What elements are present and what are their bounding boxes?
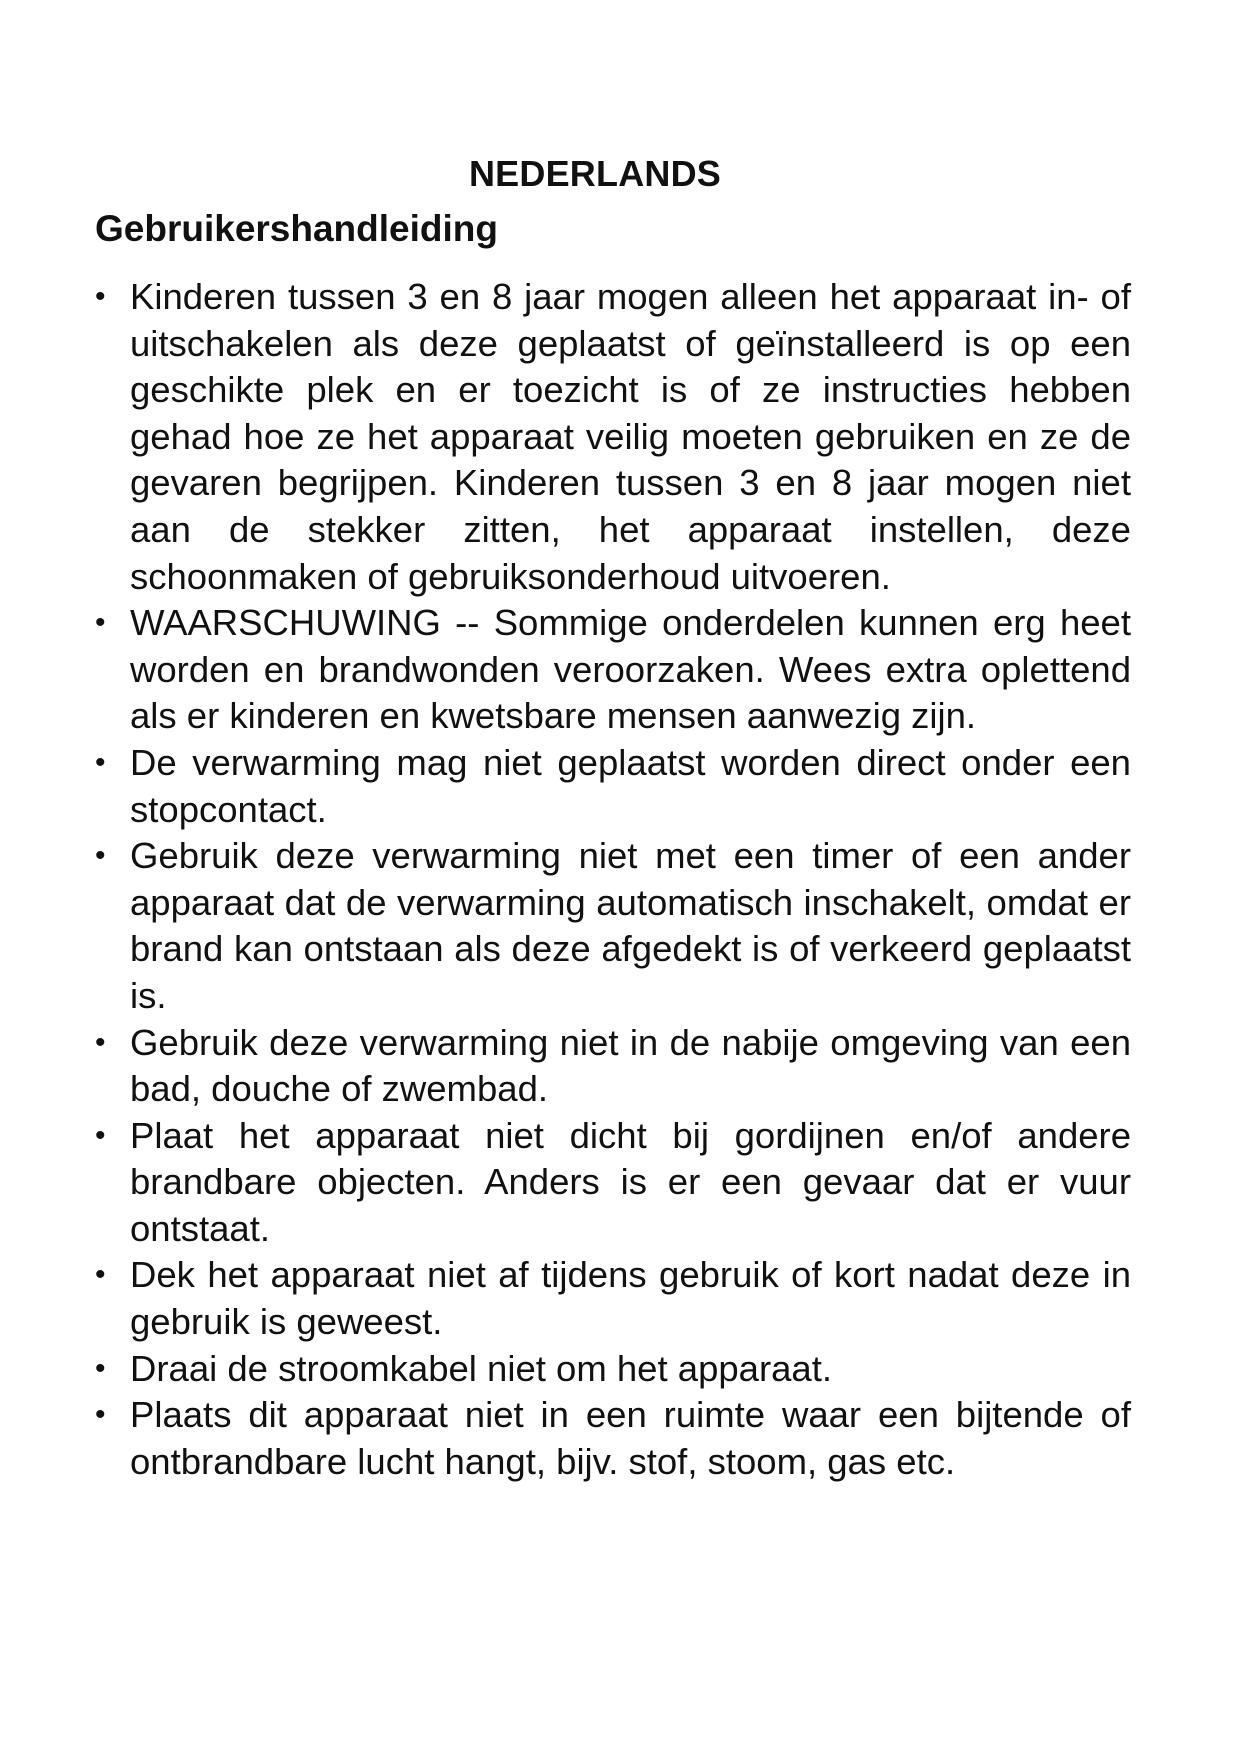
bullet-icon: • <box>95 1351 106 1385</box>
list-item <box>95 1113 1131 1253</box>
page-title: Gebruikershandleiding <box>95 208 498 249</box>
bullet-icon: • <box>95 1258 106 1292</box>
list-item <box>95 274 1131 600</box>
list-item-text: Draai de stroomkabel niet om het apparaat. <box>130 1347 833 1389</box>
list-item <box>95 600 1131 740</box>
list-item-text: WAARSCHUWING -- Sommige onderdelen kunnen erg heet worden en brandwonden veroorzaken. Wees extra oplettend als er kinderen en kwetsbare mensen aanwezig zijn. <box>130 602 1131 737</box>
list-item <box>95 1252 1131 1345</box>
list-item-text: Plaats dit apparaat niet in een ruimte waar een bijtende of ontbrandbare lucht hangt, bijv. stof, stoom, gas etc. <box>130 1394 1131 1482</box>
list-item-text: Gebruik deze verwarming niet in de nabije omgeving van een bad, douche of zwembad. <box>130 1021 1131 1110</box>
list-item <box>95 1346 1131 1393</box>
list-item <box>95 1392 1131 1485</box>
language-heading: NEDERLANDS <box>468 153 721 194</box>
list-item-text: Plaat het apparaat niet dicht bij gordijnen en/of andere brandbare objecten. Anders is er een gevaar dat er vuur ontstaat. <box>130 1114 1131 1249</box>
list-item-text: Kinderen tussen 3 en 8 jaar mogen alleen het apparaat in- of uitschakelen als deze geplaatst of geïnstalleerd is op een geschikte plek en er toezicht is of ze instructies hebben gehad hoe ze het apparaat veilig moeten gebruiken en ze de gevaren begrijpen. Kinderen tussen 3 en 8 jaar mogen niet aan de stekker zitten, het apparaat instellen, deze schoonmaken of gebruiksonderhoud uitvoeren. <box>130 276 1131 597</box>
bullet-icon: • <box>95 606 106 640</box>
list-item <box>95 740 1131 833</box>
bullet-icon: • <box>95 745 106 779</box>
bullet-icon: • <box>95 1025 106 1059</box>
list-item <box>95 833 1131 1019</box>
safety-instructions-list <box>95 274 1131 1485</box>
bullet-icon: • <box>95 1118 106 1152</box>
list-item-text: Dek het apparaat niet af tijdens gebruik of kort nadat deze in gebruik is geweest. <box>130 1254 1131 1343</box>
bullet-icon: • <box>95 1398 106 1432</box>
bullet-icon: • <box>95 839 106 873</box>
list-item-text: Gebruik deze verwarming niet met een timer of een ander apparaat dat de verwarming automatisch inschakelt, omdat er brand kan ontstaan als deze afgedekt is of verkeerd geplaatst is. <box>130 835 1131 1016</box>
list-item <box>95 1020 1131 1113</box>
bullet-icon: • <box>95 280 106 313</box>
list-item-text: De verwarming mag niet geplaatst worden direct onder een stopcontact. <box>130 741 1131 830</box>
